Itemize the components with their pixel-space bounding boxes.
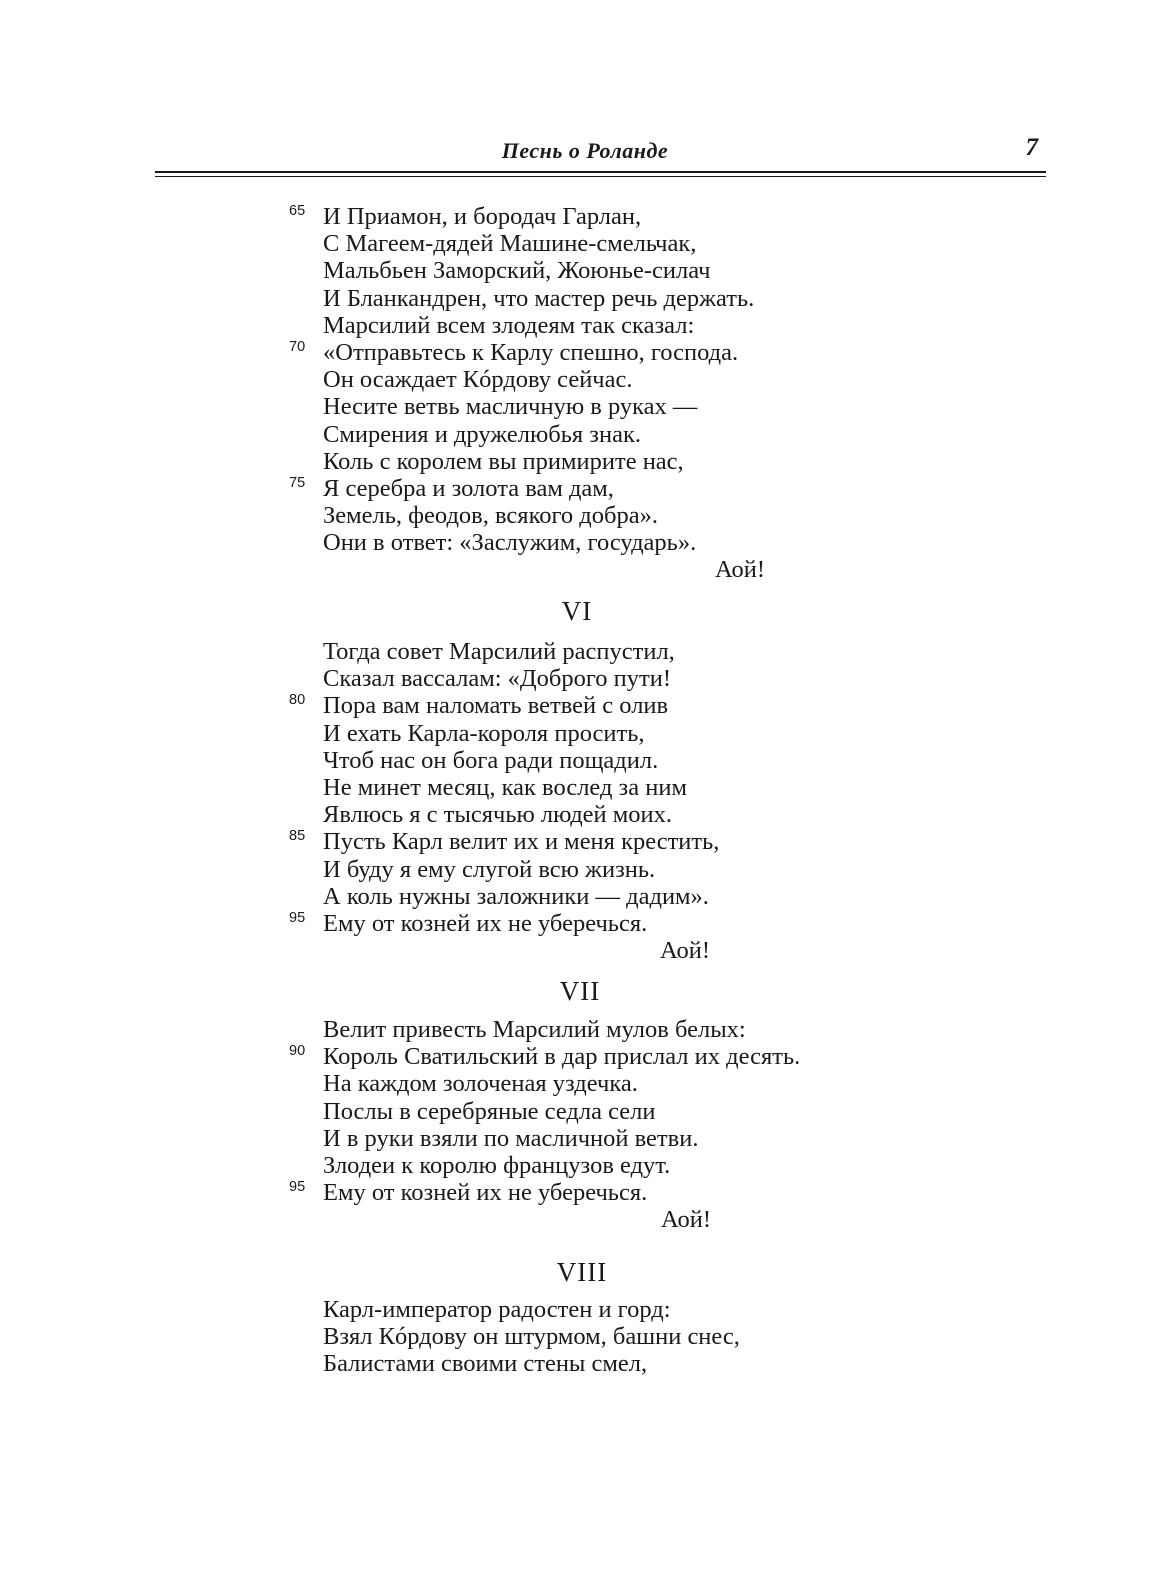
line-number: 80: [289, 692, 306, 709]
verse-text: Пора вам наломать ветвей с олив: [323, 692, 669, 720]
verse-line: [283, 448, 923, 475]
refrain-aoi: Аой!: [661, 1206, 711, 1234]
verse-text: Земель, феодов, всякого добра».: [323, 502, 658, 530]
line-number: 95: [289, 1179, 306, 1196]
verse-text: Коль с королем вы примирите нас,: [323, 447, 684, 475]
verse-text: Я серебра и золота вам дам,: [323, 474, 614, 502]
verse-line: [283, 366, 923, 393]
verse-line: [283, 257, 923, 284]
page-number: 7: [1025, 134, 1038, 161]
refrain-aoi: Аой!: [660, 937, 710, 965]
line-number: 75: [289, 474, 306, 491]
verse-line: [283, 910, 923, 937]
laisse-vi: [283, 638, 923, 964]
verse-text: Карл-император радостен и горд:: [323, 1296, 671, 1323]
running-title: Песнь о Роланде: [501, 138, 669, 163]
verse-line: [283, 1098, 923, 1125]
verse-text: И Приамон, и бородач Гарлан,: [323, 203, 642, 230]
verse-line: [283, 1179, 923, 1206]
verse-text: Он осаждает Кóрдову сейчас.: [323, 366, 633, 394]
verse-line: [283, 828, 923, 855]
verse-line: [283, 502, 923, 529]
verse-line: [283, 421, 923, 448]
verse-text: Взял Кóрдову он штурмом, башни снес,: [323, 1323, 740, 1351]
verse-text: Послы в серебряные седла сели: [323, 1097, 656, 1125]
verse-text: Сказал вассалам: «Доброго пути!: [323, 665, 671, 693]
verse-line: [283, 638, 923, 665]
verse-line: [283, 720, 923, 747]
verse-line: [283, 393, 923, 420]
verse-text: Чтоб нас он бога ради пощадил.: [323, 746, 659, 774]
verse-text: Явлюсь я с тысячью людей моих.: [323, 801, 673, 829]
verse-line: [283, 801, 923, 828]
verse-line: [283, 665, 923, 692]
verse-text: И Бланкандрен, что мастер речь держать.: [323, 284, 755, 312]
verse-text: Ему от козней их не уберечься.: [323, 1179, 648, 1207]
verse-line: [283, 1125, 923, 1152]
stanza-v-end: [283, 203, 923, 584]
verse-line: [283, 747, 923, 774]
laisse-viii: [283, 1296, 923, 1378]
verse-text: Король Сватильский в дар прислал их десять.: [323, 1043, 801, 1071]
verse-text: Смирения и дружелюбья знак.: [323, 420, 641, 448]
verse-text: Марсилий всем злодеям так сказал:: [323, 311, 695, 339]
line-number: 95: [289, 909, 306, 926]
verse-line: [283, 339, 923, 366]
line-number: 90: [289, 1043, 306, 1060]
verse-line: [283, 529, 923, 556]
verse-line: [283, 1152, 923, 1179]
verse-line: [283, 203, 923, 230]
verse-line: [283, 1070, 923, 1097]
line-number: 85: [289, 828, 306, 845]
line-number: 65: [289, 203, 306, 219]
header-rule-thin: [155, 176, 1046, 177]
verse-line: [283, 475, 923, 502]
page-header: [155, 132, 1046, 172]
verse-text: На каждом золоченая уздечка.: [323, 1070, 638, 1098]
laisse-vii: [283, 1016, 923, 1234]
verse-line: [283, 1016, 923, 1043]
refrain-aoi: Аой!: [715, 556, 765, 584]
verse-line: [283, 1323, 923, 1350]
verse-text: Ему от козней их не уберечься.: [323, 909, 648, 937]
verse-line: [283, 856, 923, 883]
verse-text: И в руки взяли по масличной ветви.: [323, 1124, 699, 1152]
verse-line: [283, 1350, 923, 1377]
verse-text: Велит привесть Марсилий мулов белых:: [323, 1016, 746, 1043]
verse-line: [283, 230, 923, 257]
verse-text: Несите ветвь масличную в руках —: [323, 393, 698, 421]
verse-line: [283, 774, 923, 801]
verse-line: [283, 1296, 923, 1323]
verse-text: И буду я ему слугой всю жизнь.: [323, 855, 656, 883]
verse-text: Не минет месяц, как вослед за ним: [323, 773, 687, 801]
verse-line: [283, 692, 923, 719]
laisse-number-vi: VI: [561, 596, 593, 626]
verse-line: [283, 1043, 923, 1070]
line-number: 70: [289, 338, 306, 355]
laisse-number-vii: VII: [559, 976, 601, 1006]
verse-text: Пусть Карл велит их и меня крестить,: [323, 828, 720, 856]
verse-text: Они в ответ: «Заслужим, государь».: [323, 529, 697, 557]
laisse-number-viii: VIII: [556, 1257, 608, 1287]
verse-line: [283, 883, 923, 910]
verse-line: [283, 312, 923, 339]
verse-text: Злодеи к королю французов едут.: [323, 1151, 671, 1179]
verse-text: Мальбьен Заморский, Жоюнье-силач: [323, 257, 711, 285]
verse-text: Тогда совет Марсилий распустил,: [323, 638, 675, 665]
verse-text: А коль нужны заложники — дадим».: [323, 882, 709, 910]
verse-text: С Магеем-дядей Машине-смельчак,: [323, 230, 697, 258]
verse-text: «Отправьтесь к Карлу спешно, господа.: [323, 338, 739, 366]
verse-text: И ехать Карла-короля просить,: [323, 719, 645, 747]
verse-line: [283, 285, 923, 312]
header-rule: [155, 171, 1046, 173]
verse-text: Балистами своими стены смел,: [323, 1350, 648, 1378]
